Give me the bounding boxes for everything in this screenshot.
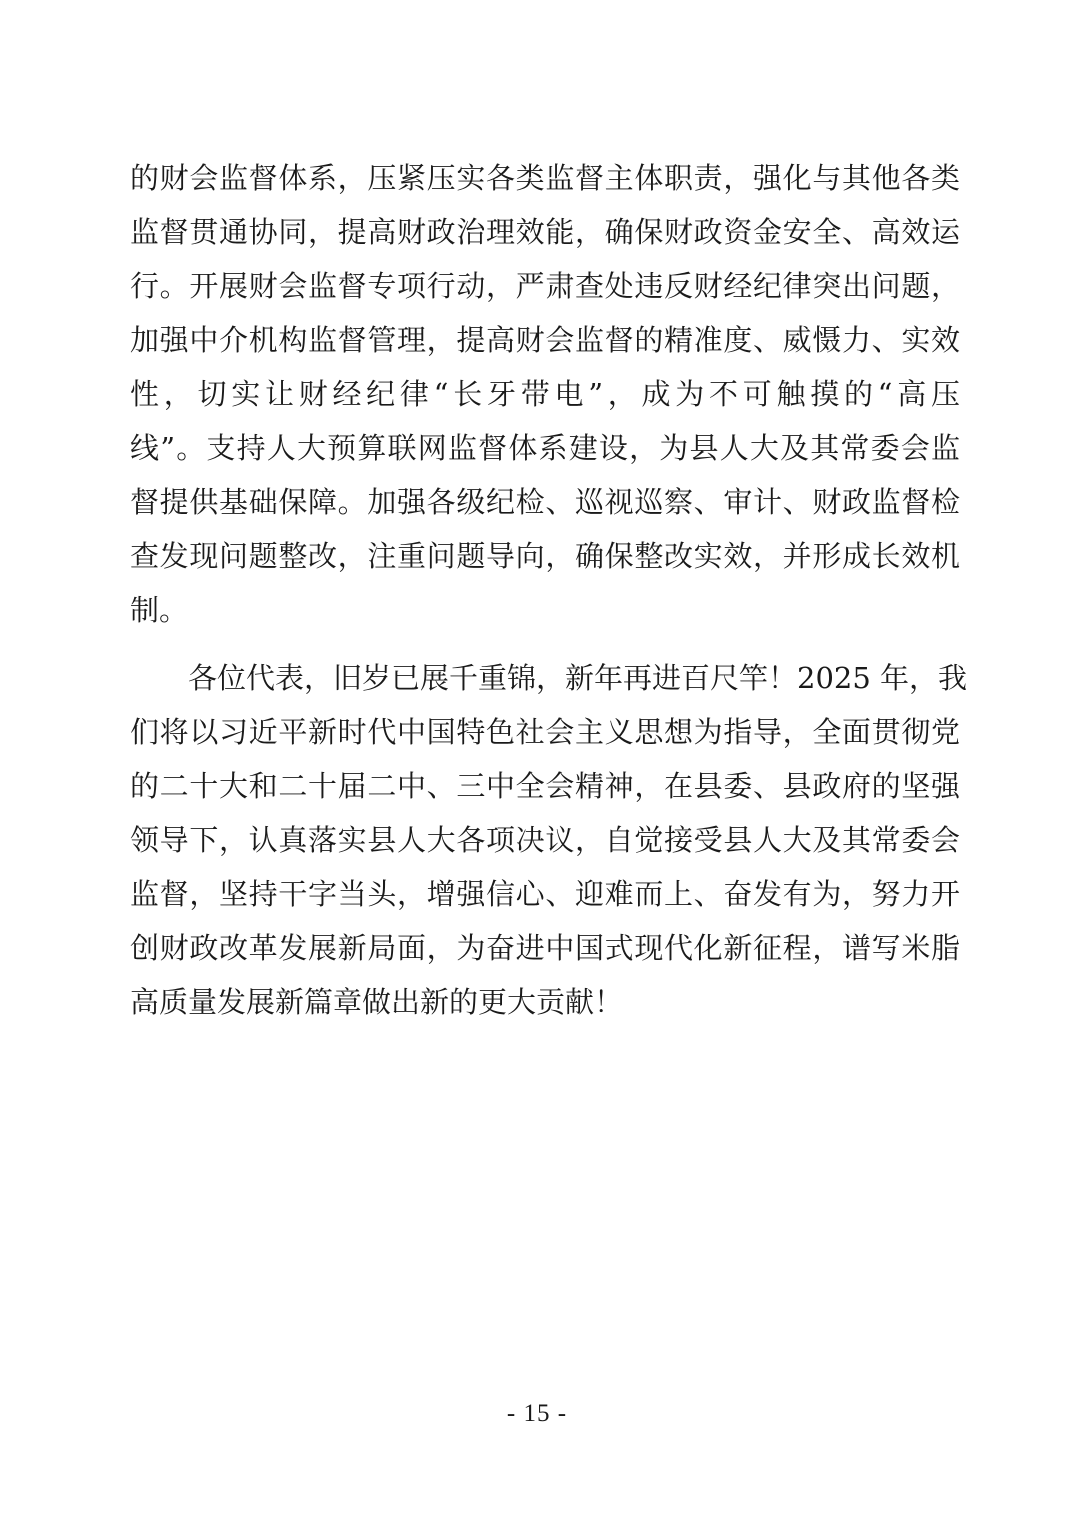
text-line: 加强中介机构监督管理，提高财会监督的精准度、威慑力、实效 xyxy=(130,323,960,357)
text-line: 的财会监督体系，压紧压实各类监督主体职责，强化与其他各类 xyxy=(130,161,960,195)
paragraph-supervision xyxy=(130,151,960,637)
paragraph-spacer xyxy=(130,637,960,651)
text-line: 查发现问题整改，注重问题导向，确保整改实效，并形成长效机 xyxy=(130,539,960,573)
text-line: 的二十大和二十届二中、三中全会精神，在县委、县政府的坚强 xyxy=(130,769,960,803)
text-line: 行。开展财会监督专项行动，严肃查处违反财经纪律突出问题， xyxy=(130,269,960,303)
paragraph-closing xyxy=(130,651,968,1029)
text-line: 各位代表，旧岁已展千重锦，新年再进百尺竿！2025 年，我 xyxy=(188,661,968,695)
page-number: - 15 - xyxy=(506,1400,568,1427)
text-line: 督提供基础保障。加强各级纪检、巡视巡察、审计、财政监督检 xyxy=(130,485,960,519)
text-line: 监督贯通协同，提高财政治理效能，确保财政资金安全、高效运 xyxy=(130,215,960,249)
text-line: 线”。支持人大预算联网监督体系建设，为县人大及其常委会监 xyxy=(130,431,960,465)
text-line: 性，切实让财经纪律“长牙带电”，成为不可触摸的“高压 xyxy=(130,377,960,411)
document-body xyxy=(130,151,968,1029)
text-line: 创财政改革发展新局面，为奋进中国式现代化新征程，谱写米脂 xyxy=(130,931,960,965)
text-line: 监督，坚持干字当头，增强信心、迎难而上、奋发有为，努力开 xyxy=(130,877,960,911)
text-line: 制。 xyxy=(130,593,189,627)
text-line: 们将以习近平新时代中国特色社会主义思想为指导，全面贯彻党 xyxy=(130,715,960,749)
text-line: 领导下，认真落实县人大各项决议，自觉接受县人大及其常委会 xyxy=(130,823,960,857)
text-line: 高质量发展新篇章做出新的更大贡献！ xyxy=(130,985,624,1019)
